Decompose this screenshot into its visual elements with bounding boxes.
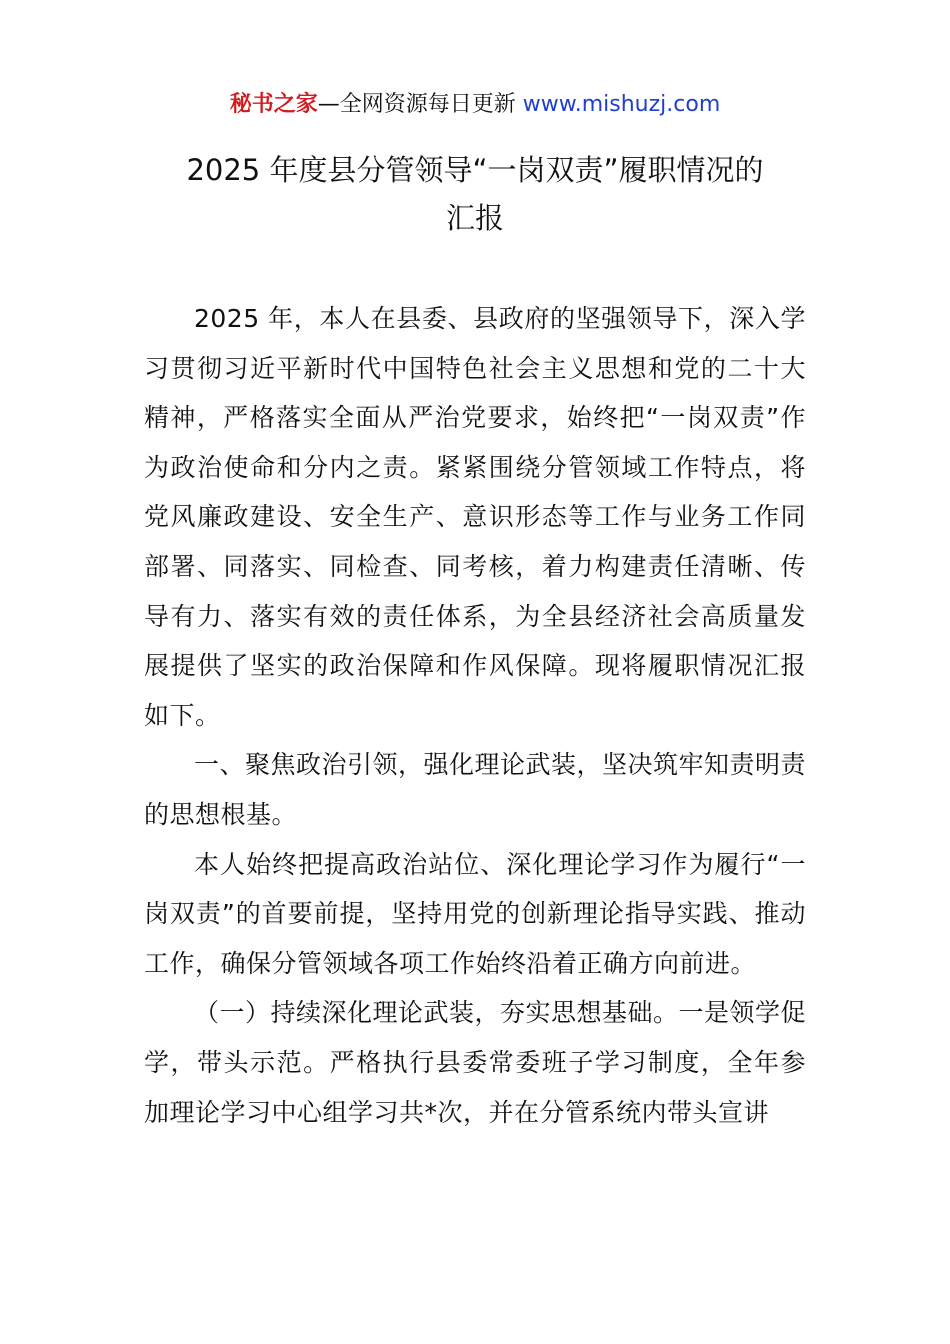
title-line-2: 汇报: [445, 201, 504, 235]
paragraph-section-1: 本人始终把提高政治站位、深化理论学习作为履行“一岗双责”的首要前提，坚持用党的创新理论指导实践、推动工作，确保分管领域各项工作始终沿着正确方向前进。: [144, 849, 806, 978]
document-title: [0, 146, 950, 242]
header-tagline: —全网资源每日更新: [317, 92, 523, 117]
paragraph-subsection-1: （一）持续深化理论武装，夯实思想基础。一是领学促学，带头示范。严格执行县委常委班子学习制度，全年参加理论学习中心组学习共*次，并在分管系统内带头宣讲: [144, 998, 807, 1127]
title-line-1: 2025 年度县分管领导“一岗双责”履职情况的: [186, 153, 764, 187]
site-url-link[interactable]: www.mishuzj.com: [522, 92, 721, 117]
paragraph-intro: 2025 年，本人在县委、县政府的坚强领导下，深入学习贯彻习近平新时代中国特色社会主义思想和党的二十大精神，严格落实全面从严治党要求，始终把“一岗双责”作为政治使命和分内之责。紧紧围绕分管领域工作特点，将党风廉政建设、安全生产、意识形态等工作与业务工作同部署、同落实、同检查、同考核，着力构建责任清晰、传导有力、落实有效的责任体系，为全县经济社会高质量发展提供了坚实的政治保障和作风保障。现将履职情况汇报如下。: [144, 304, 806, 730]
brand-name: 秘书之家: [229, 92, 318, 117]
document-body: [144, 294, 806, 1137]
section-heading-1: 一、聚焦政治引领，强化理论武装，坚决筑牢知责明责的思想根基。: [144, 750, 807, 829]
site-header: [0, 88, 950, 122]
